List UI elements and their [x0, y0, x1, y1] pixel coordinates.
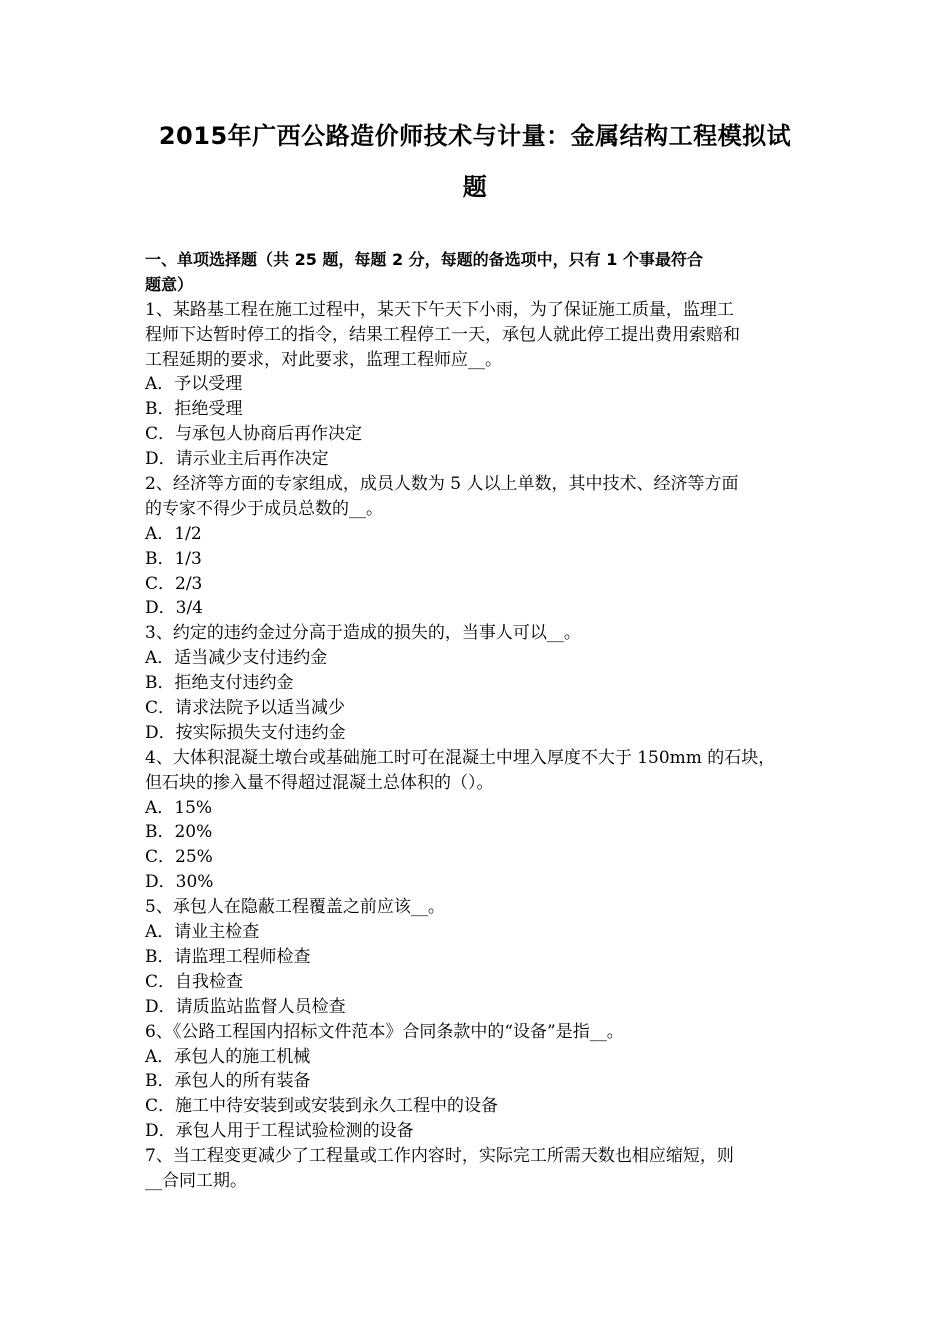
question-3	[145, 621, 810, 745]
option-a: A．15%	[145, 797, 213, 818]
question-2	[145, 472, 810, 621]
question-text-line: 但石块的掺入量不得超过混凝土总体积的（）。	[145, 772, 494, 793]
option-c: C．请求法院予以适当减少	[145, 698, 346, 719]
question-text-line: 3、约定的违约金过分高于造成的损失的，当事人可以__。	[145, 623, 581, 644]
option-a: A．1/2	[145, 523, 202, 544]
option-c: C．25%	[145, 847, 213, 868]
option-c: C．与承包人协商后再作决定	[145, 424, 363, 445]
document-body	[145, 248, 810, 1194]
option-b: B．请监理工程师检查	[145, 946, 311, 967]
question-7	[145, 1144, 810, 1194]
option-d: D．承包人用于工程试验检测的设备	[145, 1121, 414, 1142]
option-d: D．30%	[145, 872, 214, 893]
option-a: A．承包人的施工机械	[145, 1046, 311, 1067]
option-d: D．请示业主后再作决定	[145, 449, 329, 470]
question-text-line: 工程延期的要求，对此要求，监理工程师应__。	[145, 349, 502, 370]
question-5	[145, 895, 810, 1019]
section-heading-line2: 题意）	[145, 274, 194, 294]
option-c: C．自我检查	[145, 971, 244, 992]
option-a: A．适当减少支付违约金	[145, 648, 328, 669]
question-text-line: __合同工期。	[145, 1170, 247, 1191]
option-b: B．20%	[145, 822, 213, 843]
option-d: D．按实际损失支付违约金	[145, 722, 346, 743]
option-b: B．承包人的所有装备	[145, 1071, 311, 1092]
option-b: B．拒绝支付违约金	[145, 673, 294, 694]
option-b: B．1/3	[145, 548, 202, 569]
question-text-line: 7、当工程变更减少了工程量或工作内容时，实际完工所需天数也相应缩短，则	[145, 1146, 734, 1167]
option-b: B．拒绝受理	[145, 399, 243, 420]
question-text-line: 程师下达暂时停工的指令，结果工程停工一天，承包人就此停工提出费用索赔和	[145, 324, 740, 345]
option-d: D．3/4	[145, 598, 203, 619]
option-a: A．予以受理	[145, 374, 243, 395]
option-d: D．请质监站监督人员检查	[145, 996, 346, 1017]
question-text-line: 6、《公路工程国内招标文件范本》合同条款中的“设备”是指__。	[145, 1021, 624, 1042]
question-6	[145, 1020, 810, 1144]
question-4	[145, 746, 810, 895]
option-a: A．请业主检查	[145, 922, 260, 943]
question-text-line: 5、承包人在隐蔽工程覆盖之前应该__。	[145, 897, 445, 918]
option-c: C．2/3	[145, 573, 203, 594]
question-text-line: 4、大体积混凝土墩台或基础施工时可在混凝土中埋入厚度不大于 150mm 的石块，	[145, 747, 776, 768]
question-text-line: 2、经济等方面的专家组成，成员人数为 5 人以上单数，其中技术、经济等方面	[145, 474, 739, 495]
question-1	[145, 298, 810, 472]
section-heading-line1: 一、单项选择题（共 25 题，每题 2 分，每题的备选项中，只有 1 个事最符合	[145, 250, 703, 269]
question-text-line: 的专家不得少于成员总数的__。	[145, 498, 383, 519]
document-title-line2: 题	[462, 173, 488, 201]
option-c: C．施工中待安装到或安装到永久工程中的设备	[145, 1096, 499, 1117]
document-title-line1: 2015年广西公路造价师技术与计量：金属结构工程模拟试	[158, 122, 792, 150]
question-text-line: 1、某路基工程在施工过程中，某天下午天下小雨，为了保证施工质量，监理工	[145, 299, 734, 320]
